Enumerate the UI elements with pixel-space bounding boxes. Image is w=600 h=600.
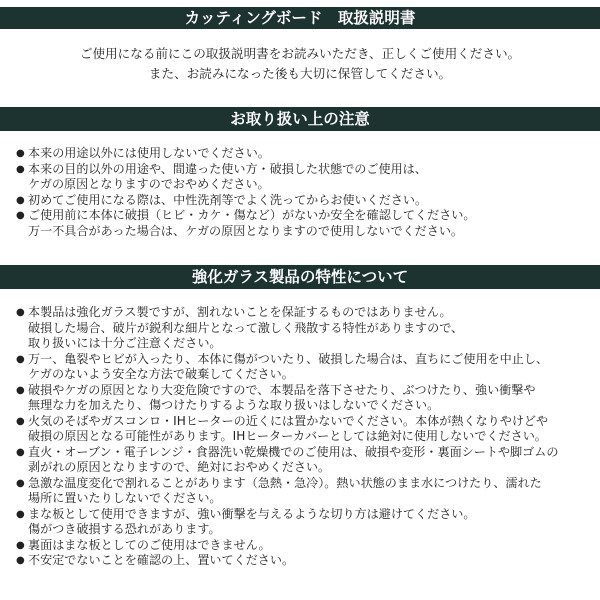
list-item-text: ● 破損やケガの原因となり大変危険ですので、本製品を落下させたり、ぶつけたり、強い衝撃や [28, 382, 536, 397]
list-item-text: ● ご使用前に本体に破損（ヒビ・カケ・傷など）がないか安全を確認してください。 [28, 208, 476, 222]
list-item-text: 取り扱いには十分ご注意ください。 [28, 336, 222, 350]
section-header-tempered-glass [0, 265, 600, 289]
glass-characteristics-list [16, 305, 594, 569]
list-item [16, 553, 594, 569]
list-item-text: ● 火気のそばやガスコンロ・IHヒーターの近くには置かないでください。本体が熱くなりやけどや [28, 413, 549, 428]
list-item-text: ケガの原因となりますのでおやめください。 [28, 177, 270, 191]
list-item [16, 208, 594, 239]
list-item-text: 破損した場合、破片が鋭利な細片となって激しく飛散する特性がありますので、 [28, 320, 464, 335]
list-item [16, 476, 594, 507]
title-banner [0, 7, 600, 29]
section-title-tempered-glass: 強化ガラス製品の特性について [191, 268, 409, 286]
list-item [16, 445, 594, 476]
list-item-text: ● 初めてご使用になる際は、中性洗剤等でよく洗ってからお使いください。 [28, 192, 428, 207]
list-item-text: ● 本来の目的以外の用途や、間違った使い方・破損した状態でのご使用は、 [28, 161, 427, 176]
list-item [16, 507, 594, 538]
list-item-text: ● 万一、亀裂やヒビが入ったり、本体に傷がついたり、破損した場合は、直ちにご使用を中止し、 [28, 351, 549, 366]
list-item-text: 剥がれの原因となりますので、絶対におやめください。 [28, 460, 331, 474]
handling-notes-list [16, 146, 594, 239]
list-item-text: ● 不安定でないことを確認の上、置いてください。 [28, 553, 295, 567]
list-item [16, 305, 594, 352]
list-item [16, 162, 594, 193]
list-item-text: ● 本来の用途以外には使用しないでください。 [28, 146, 270, 160]
list-item-text: 万一不具合があった場合は、ケガの原因となりますので使用しないでください。 [28, 223, 464, 238]
list-item-text: ● 急激な温度変化で割れることがあります（急熱・急冷）。熱い状態のまま水につけたり、濡れた [28, 475, 542, 490]
list-item-text: 場所に置いたりしないでください。 [28, 491, 222, 505]
section-header-handling [0, 107, 600, 131]
list-item-text: 破損の原因となる可能性があります。IHヒーターカバーとしては絶対に使用しないでください。 [28, 429, 547, 443]
list-item [16, 414, 594, 445]
list-item-text: ● 直火・オーブン・電子レンジ・食器洗い乾燥機でのご使用は、破損や変形・裏面シートや脚ゴムの [28, 444, 559, 459]
list-item [16, 538, 594, 554]
list-item [16, 352, 594, 383]
list-item [16, 383, 594, 414]
intro-line-2: また、お読みになった後も大切に保管してください。 [148, 66, 452, 81]
list-item-text: ケガのないよう安全な方法で破棄してください。 [28, 367, 294, 381]
list-item [16, 193, 594, 209]
list-item-text: ● まな板として使用できますが、強い衝撃を与えるような切り方は避けてください。 [28, 506, 476, 521]
page-title: カッティングボード 取扱説明書 [184, 9, 416, 27]
list-item-text: ● 裏面はまな板としてのご使用はできません。 [28, 537, 271, 552]
list-item-text: 無理な力を加えたり、傷つけたりするような取り扱いはしないでください。 [28, 398, 440, 412]
intro-text [0, 44, 600, 84]
list-item-text: ● 本製品は強化ガラス製ですが、割れないことを保証するものではありません。 [28, 305, 452, 319]
list-item-text: 傷がつき破損する恐れがあります。 [28, 522, 221, 536]
list-item [16, 146, 594, 162]
intro-line-1: ご使用になる前にこの取扱説明書をお読みいただき、正しくご使用ください。 [79, 46, 521, 61]
section-title-handling: お取り扱い上の注意 [230, 110, 370, 128]
